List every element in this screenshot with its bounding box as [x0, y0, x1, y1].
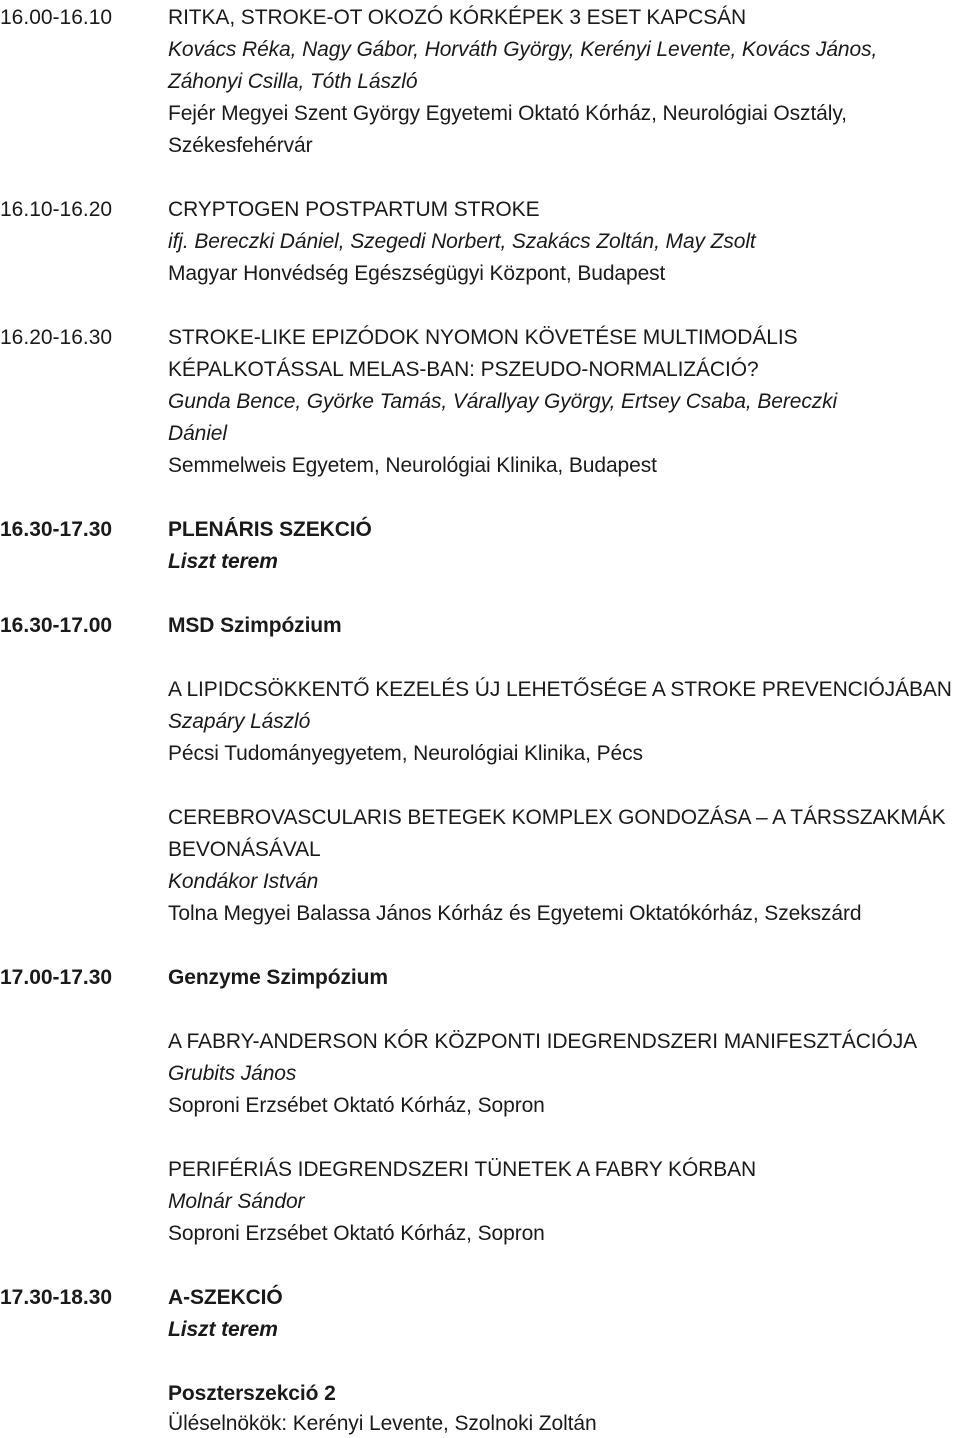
talk-title: A FABRY-ANDERSON KÓR KÖZPONTI IDEGRENDSZERI MANIFESZTÁCIÓJA	[168, 1030, 918, 1053]
session-time: 16.30-17.30	[0, 518, 113, 541]
session-time: 17.30-18.30	[0, 1286, 113, 1309]
session-time: 16.30-17.00	[0, 614, 113, 637]
session-title: STROKE-LIKE EPIZÓDOK NYOMON KÖVETÉSE MULTIMODÁLIS	[168, 326, 798, 349]
poster-session-title: Poszterszekció 2	[168, 1382, 336, 1405]
session-authors: Dániel	[168, 422, 227, 445]
session-authors: ifj. Bereczki Dániel, Szegedi Norbert, Szakács Zoltán, May Zsolt	[168, 230, 756, 253]
session-time: 16.10-16.20	[0, 198, 113, 221]
session-title: CRYPTOGEN POSTPARTUM STROKE	[168, 198, 540, 221]
session-affiliation: Magyar Honvédség Egészségügyi Központ, Budapest	[168, 262, 666, 285]
talk-author: Grubits János	[168, 1062, 297, 1085]
talk-affiliation: Soproni Erzsébet Oktató Kórház, Sopron	[168, 1094, 545, 1117]
session-time: 16.20-16.30	[0, 326, 113, 349]
session-title: KÉPALKOTÁSSAL MELAS-BAN: PSZEUDO-NORMALIZÁCIÓ?	[168, 358, 759, 381]
session-authors: Záhonyi Csilla, Tóth László	[168, 70, 418, 93]
session-chairs: Üléselnökök: Kerényi Levente, Szolnoki Zoltán	[168, 1412, 597, 1435]
session-title: A-SZEKCIÓ	[168, 1286, 283, 1309]
session-authors: Kovács Réka, Nagy Gábor, Horváth György, Kerényi Levente, Kovács János,	[168, 38, 878, 61]
session-affiliation: Semmelweis Egyetem, Neurológiai Klinika, Budapest	[168, 454, 657, 477]
session-title: RITKA, STROKE-OT OKOZÓ KÓRKÉPEK 3 ESET KAPCSÁN	[168, 6, 747, 29]
talk-title: CEREBROVASCULARIS BETEGEK KOMPLEX GONDOZÁSA – A TÁRSSZAKMÁK	[168, 806, 946, 829]
session-authors: Gunda Bence, Györke Tamás, Várallyay György, Ertsey Csaba, Bereczki	[168, 390, 838, 413]
session-title: Genzyme Szimpózium	[168, 966, 388, 989]
talk-title: A LIPIDCSÖKKENTŐ KEZELÉS ÚJ LEHETŐSÉGE A STROKE PREVENCIÓJÁBAN	[168, 678, 952, 701]
talk-title: PERIFÉRIÁS IDEGRENDSZERI TÜNETEK A FABRY KÓRBAN	[168, 1158, 757, 1181]
session-room: Liszt terem	[168, 550, 278, 573]
session-title: PLENÁRIS SZEKCIÓ	[168, 518, 372, 541]
session-title: MSD Szimpózium	[168, 614, 342, 637]
talk-author: Szapáry László	[168, 710, 311, 733]
talk-author: Molnár Sándor	[168, 1190, 305, 1213]
session-affiliation: Fejér Megyei Szent György Egyetemi Oktató Kórház, Neurológiai Osztály,	[168, 102, 847, 125]
talk-affiliation: Tolna Megyei Balassa János Kórház és Egyetemi Oktatókórház, Szekszárd	[168, 902, 862, 925]
session-room: Liszt terem	[168, 1318, 278, 1341]
talk-author: Kondákor István	[168, 870, 319, 893]
session-affiliation: Székesfehérvár	[168, 134, 313, 157]
talk-affiliation: Pécsi Tudományegyetem, Neurológiai Klinika, Pécs	[168, 742, 643, 765]
talk-affiliation: Soproni Erzsébet Oktató Kórház, Sopron	[168, 1222, 545, 1245]
session-time: 16.00-16.10	[0, 6, 113, 29]
talk-title: BEVONÁSÁVAL	[168, 838, 321, 861]
session-time: 17.00-17.30	[0, 966, 113, 989]
